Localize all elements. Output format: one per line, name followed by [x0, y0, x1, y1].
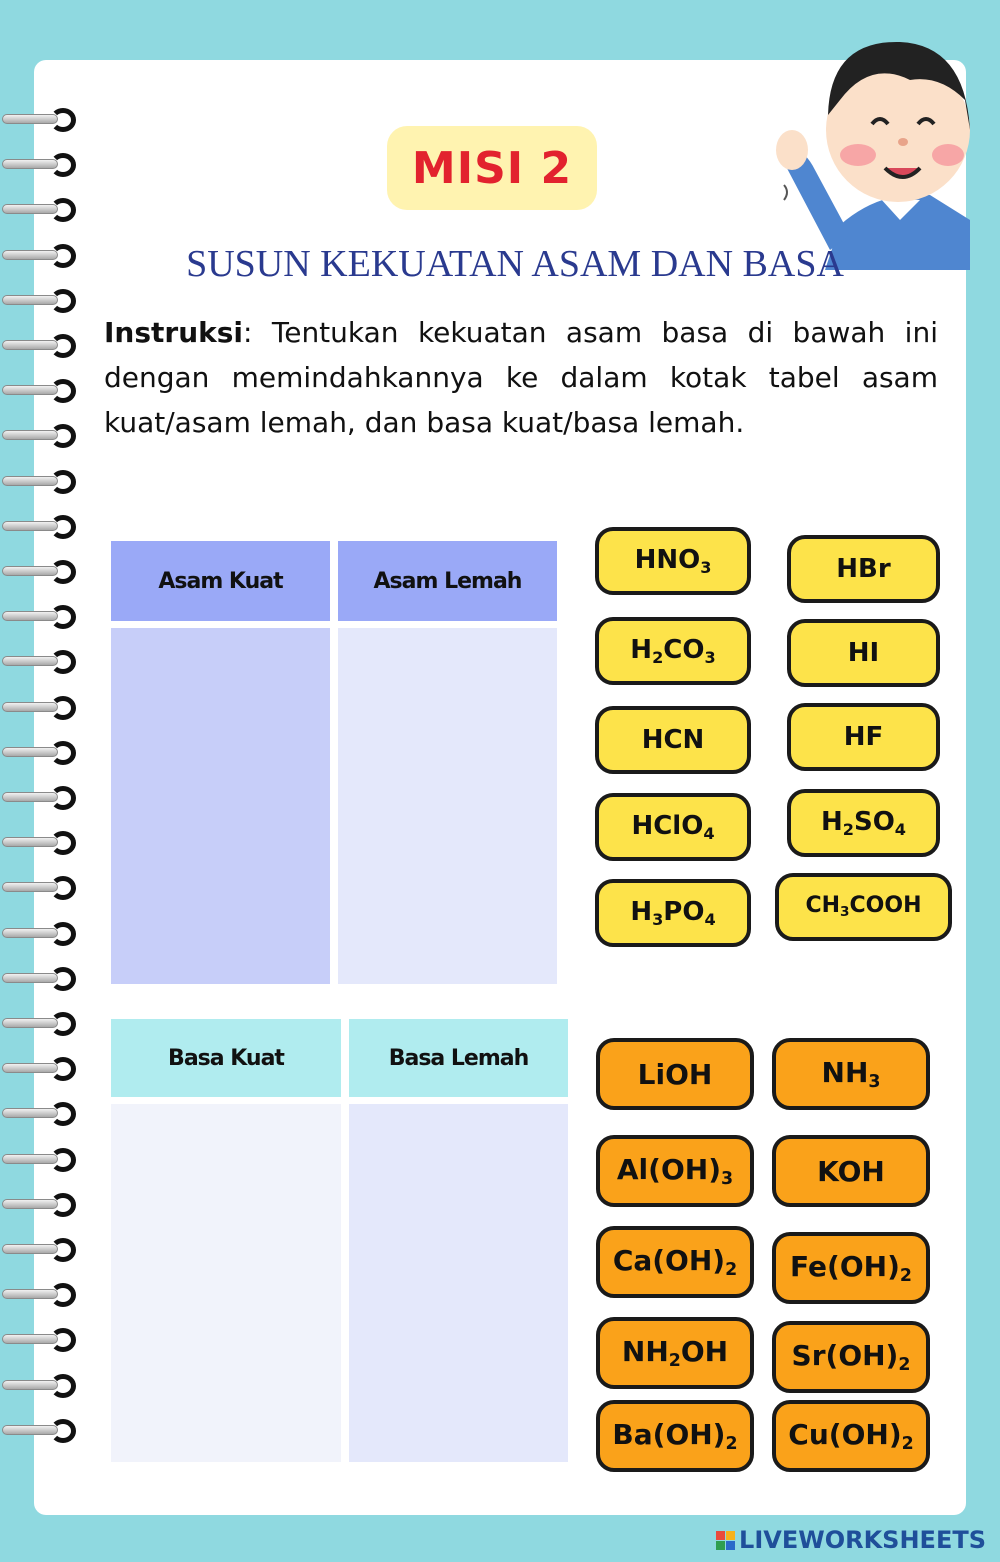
acid-chip-label: HClO$_4$: [631, 811, 715, 843]
acid-chip[interactable]: [787, 619, 940, 687]
base-chip-label: $NH_2OH$: [621, 1334, 729, 1372]
acid-chip[interactable]: [787, 535, 940, 603]
base-chip-label: $Al(OH)_3$: [616, 1152, 734, 1190]
binding-ring: [0, 602, 80, 632]
acid-chip-label: $H_2CO_3$: [630, 635, 716, 667]
binding-ring: [0, 512, 80, 542]
binding-ring: [0, 421, 80, 451]
instruction-label: Instruksi: [104, 316, 244, 349]
mission-badge: MISI 2: [387, 126, 597, 210]
binding-ring: [0, 738, 80, 768]
binding-ring: [0, 376, 80, 406]
binding-ring: [0, 241, 80, 271]
base-chip-label: $NH_3$: [821, 1055, 881, 1093]
binding-ring: [0, 1416, 80, 1446]
acid-chip[interactable]: [595, 793, 751, 861]
binding-ring: [0, 693, 80, 723]
acid-chip-label: HF: [843, 722, 884, 752]
brand-text: LIVEWORKSHEETS: [739, 1526, 986, 1554]
binding-ring: [0, 783, 80, 813]
acid-chip-label: $CH_3COOH$: [805, 893, 922, 921]
binding-ring: [0, 1371, 80, 1401]
base-chip[interactable]: [772, 1038, 930, 1110]
base-chip[interactable]: [772, 1400, 930, 1472]
acid-strong-header: Asam Kuat: [111, 541, 330, 621]
acid-chip-label: HI: [847, 638, 880, 668]
binding-ring: [0, 828, 80, 858]
liveworksheets-brand: [716, 1526, 986, 1554]
binding-ring: [0, 1325, 80, 1355]
base-chip[interactable]: [596, 1226, 754, 1298]
acid-chip[interactable]: [787, 703, 940, 771]
acid-chip[interactable]: [595, 527, 751, 595]
page-subtitle: SUSUN KEKUATAN ASAM DAN BASA: [186, 243, 844, 285]
spiral-binding: [0, 105, 80, 1475]
acid-chip[interactable]: [595, 879, 751, 947]
binding-ring: [0, 1280, 80, 1310]
base-chip[interactable]: [772, 1321, 930, 1393]
acid-chip[interactable]: [787, 789, 940, 857]
binding-ring: [0, 557, 80, 587]
acid-chip[interactable]: [595, 706, 751, 774]
binding-ring: [0, 1190, 80, 1220]
base-chip-label: $Ca(OH)_2$: [612, 1243, 738, 1281]
acid-chip-label: $H_3PO_4$: [630, 897, 716, 929]
base-chip[interactable]: [596, 1038, 754, 1110]
binding-ring: [0, 1054, 80, 1084]
acid-chip[interactable]: [595, 617, 751, 685]
instruction-text: [104, 310, 938, 445]
acid-strong-dropzone[interactable]: [111, 628, 330, 984]
binding-ring: [0, 964, 80, 994]
binding-ring: [0, 195, 80, 225]
acid-chip-label: HCN: [641, 725, 705, 755]
base-chip-label: KOH: [817, 1154, 885, 1188]
binding-ring: [0, 105, 80, 135]
base-chip-label: LiOH: [637, 1057, 713, 1091]
binding-ring: [0, 331, 80, 361]
base-chip[interactable]: [772, 1135, 930, 1207]
instruction-body: : Tentukan kekuatan asam basa di bawah ini dengan memindahkannya ke dalam kotak tabel asam kuat/asam lemah, dan basa kuat/basa lemah.: [104, 316, 938, 439]
base-chip-label: $Sr(OH)_2$: [791, 1338, 911, 1376]
base-chip[interactable]: [772, 1232, 930, 1304]
binding-ring: [0, 150, 80, 180]
base-chip-label: $Fe(OH)_2$: [790, 1249, 912, 1287]
binding-ring: [0, 919, 80, 949]
acid-weak-header: Asam Lemah: [338, 541, 557, 621]
acid-chip-label: $HNO_3$: [634, 545, 712, 577]
binding-ring: [0, 1235, 80, 1265]
base-chip-label: $Cu(OH)_2$: [788, 1417, 914, 1455]
acid-chip-label: HBr: [836, 554, 891, 584]
base-chip[interactable]: [596, 1135, 754, 1207]
binding-ring: [0, 1145, 80, 1175]
base-strong-dropzone[interactable]: [111, 1104, 341, 1462]
base-strong-header: Basa Kuat: [111, 1019, 341, 1097]
waving-boy-illustration: [770, 20, 970, 270]
base-chip[interactable]: [596, 1400, 754, 1472]
base-chip[interactable]: [596, 1317, 754, 1389]
binding-ring: [0, 467, 80, 497]
binding-ring: [0, 647, 80, 677]
base-weak-header: Basa Lemah: [349, 1019, 568, 1097]
binding-ring: [0, 1099, 80, 1129]
liveworksheets-logo-icon: [716, 1531, 735, 1550]
acid-chip[interactable]: [775, 873, 952, 941]
acid-weak-dropzone[interactable]: [338, 628, 557, 984]
binding-ring: [0, 873, 80, 903]
base-chip-label: $Ba(OH)_2$: [612, 1417, 738, 1455]
binding-ring: [0, 1009, 80, 1039]
binding-ring: [0, 286, 80, 316]
base-weak-dropzone[interactable]: [349, 1104, 568, 1462]
acid-chip-label: $H_2SO_4$: [820, 807, 907, 839]
